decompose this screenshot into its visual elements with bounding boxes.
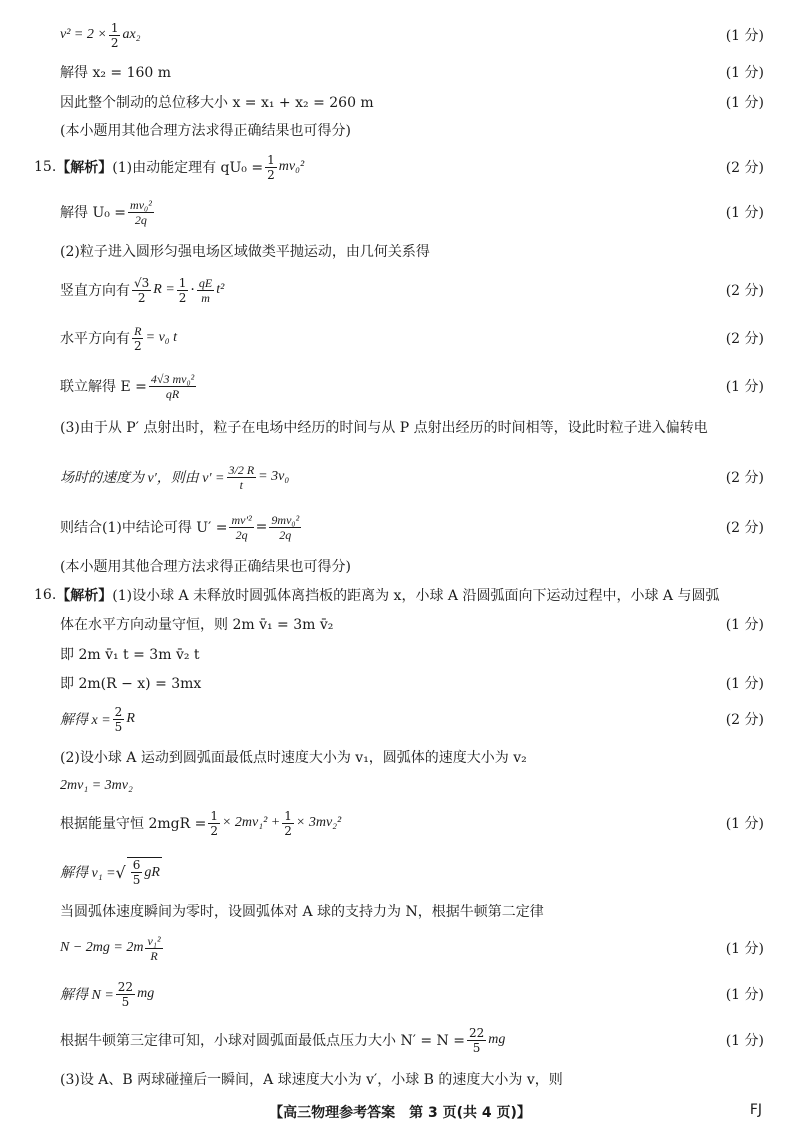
equation-line xyxy=(60,62,764,82)
score-label: (1 分) xyxy=(725,617,764,633)
footer-title: 【高三物理参考答案 第 3 页(共 4 页)】 xyxy=(269,1105,531,1121)
fraction: $\frac{1}{2}$ xyxy=(210,808,218,838)
equation-line: 根据能量守恒 2mgR = $\frac{1}{2}$ × 2mv₁² + $\frac{1}{2}$ × 3mv₂² (1 分) xyxy=(60,808,764,838)
fraction: $\frac{√3}{2}$ xyxy=(134,275,150,305)
equation-line xyxy=(60,22,764,48)
equation-line: 解得 N = $\frac{22}{5}$ mg (1 分) xyxy=(60,979,764,1009)
square-root: √ $\frac{6}{5}$ gR xyxy=(115,858,160,887)
score-label: (1 分) xyxy=(725,676,764,692)
page-footer xyxy=(0,1102,800,1122)
score-label: (2 分) xyxy=(725,712,764,728)
score-label: (1 分) xyxy=(725,28,764,44)
equation-line: 解得 x = $\frac{2}{5}$ R (2 分) xyxy=(60,704,764,734)
equation-text: 解得 x₂ = 160 m xyxy=(60,65,172,81)
equation-text: (1)由动能定理有 qU₀ = xyxy=(112,160,264,176)
equation-line xyxy=(60,92,764,112)
analysis-tag: 【解析】 xyxy=(56,588,113,604)
question-16-line: 16. 【解析】 (1)设小球 A 未释放时圆弧体离挡板的距离为 x，小球 A 沿圆弧面向下运动过程中，小球 A 与圆弧 xyxy=(34,587,720,604)
equation-line: 即 2m v̄₁ t = 3m v̄₂ t xyxy=(60,647,200,663)
fraction: $\frac{R}{2}$ xyxy=(134,323,142,353)
fraction: $\frac{2}{5}$ xyxy=(114,704,123,734)
fraction: $\frac{\text{9mv₀²}}{2q}$ xyxy=(271,512,300,542)
fraction: $\frac{\text{4√3 mv₀²}}{qR}$ xyxy=(150,371,195,401)
fraction: $\frac{\text{mv′²}}{2q}$ xyxy=(231,512,252,542)
score-label: (1 分) xyxy=(725,65,764,81)
fraction: $\frac{6}{5}$ xyxy=(132,858,141,887)
equation-line: 解得 v₁ = √ $\frac{6}{5}$ gR xyxy=(60,858,160,887)
equation-line: 根据牛顿第三定律可知，小球对圆弧面最低点压力大小 N′ = N = $\frac{22}{5}$ mg (1 分) xyxy=(60,1025,764,1055)
score-label: (1 分) xyxy=(725,816,764,832)
score-label: (2 分) xyxy=(725,331,764,347)
score-label: (1 分) xyxy=(725,95,764,111)
score-label: (2 分) xyxy=(725,520,764,536)
score-label: (1 分) xyxy=(725,941,764,957)
fraction: $\frac{1}{2}$ xyxy=(178,275,187,305)
equation-line: 场时的速度为 v′，则由 v′ = $\frac{3/2 R}{t}$ = 3v₀ (2 分) xyxy=(60,462,764,492)
equation-line: 竖直方向有 $\frac{√3}{2}$ R = $\frac{1}{2}$ · $\frac{qE}{m}$ t² (2 分) xyxy=(60,275,764,305)
score-label: (1 分) xyxy=(725,205,764,221)
fraction: $\frac{\text{v₁²}}{R}$ xyxy=(147,933,161,963)
question-15-line: 15. 【解析】 (1)由动能定理有 qU₀ = $\frac{1}{2}$ mv₀² (2 分) xyxy=(34,152,764,182)
equation-text: ax₂ xyxy=(122,27,141,42)
equation-line: 当圆弧体速度瞬间为零时，设圆弧体对 A 球的支持力为 N，根据牛顿第二定律 xyxy=(60,904,544,920)
equation-line: (2)粒子进入圆形匀强电场区域做类平抛运动，由几何关系得 xyxy=(60,244,430,260)
equation-line: (3)设 A、B 两球碰撞后一瞬间，A 球速度大小为 v′，小球 B 的速度大小为 v，则 xyxy=(60,1072,563,1088)
equation-line: 则结合(1)中结论可得 U′ = $\frac{\text{mv′²}}{2q}$ = $\frac{\text{9mv₀²}}{2q}$ (2 分) xyxy=(60,512,764,542)
fraction: $\frac{22}{5}$ xyxy=(468,1025,485,1055)
equation-line: 联立解得 E = $\frac{\text{4√3 mv₀²}}{qR}$ (1 分) xyxy=(60,371,764,401)
score-label: (1 分) xyxy=(725,379,764,395)
footer-code: FJ xyxy=(749,1102,762,1118)
fraction: $\frac{qE}{m}$ xyxy=(198,275,213,305)
fraction: $\frac{1}{2}$ xyxy=(267,152,275,182)
question-number: 16. xyxy=(34,587,57,603)
equation-text: v² = 2 × xyxy=(60,27,107,42)
equation-line: (3)由于从 P′ 点射出时，粒子在电场中经历的时间与从 P 点射出经历的时间相等，设此时粒子进入偏转电 xyxy=(60,420,708,436)
grading-note: (本小题用其他合理方法求得正确结果也可得分) xyxy=(60,123,351,139)
equation-text: 因此整个制动的总位移大小 x = x₁ + x₂ = 260 m xyxy=(60,95,374,111)
equation-line: 即 2m(R − x) = 3mx (1 分) xyxy=(60,672,764,694)
equation-line: 水平方向有 $\frac{R}{2}$ = v₀ t (2 分) xyxy=(60,323,764,353)
score-label: (2 分) xyxy=(725,283,764,299)
analysis-tag: 【解析】 xyxy=(56,160,113,176)
equation-line: 解得 U₀ = $\frac{\text{mv₀²}}{2q}$ (1 分) xyxy=(60,197,764,227)
fraction: $\frac{3/2 R}{t}$ xyxy=(228,462,255,492)
fraction: $\frac{\text{mv₀²}}{2q}$ xyxy=(130,197,152,227)
score-label: (1 分) xyxy=(725,1033,764,1049)
equation-line: 体在水平方向动量守恒，则 2m v̄₁ = 3m v̄₂ (1 分) xyxy=(60,612,764,636)
fraction: $\frac{22}{5}$ xyxy=(117,979,134,1009)
score-label: (2 分) xyxy=(725,160,764,176)
fraction: $\frac{1}{2}$ xyxy=(284,808,292,838)
score-label: (2 分) xyxy=(725,470,764,486)
grading-note: (本小题用其他合理方法求得正确结果也可得分) xyxy=(60,559,351,575)
question-number: 15. xyxy=(34,159,57,175)
score-label: (1 分) xyxy=(725,987,764,1003)
fraction: $\frac{1}{2}$ xyxy=(110,20,119,50)
equation-line: N − 2mg = 2m $\frac{\text{v₁²}}{R}$ (1 分) xyxy=(60,933,764,963)
equation-line: 2mv₁ = 3mv₂ xyxy=(60,778,133,793)
equation-line: (2)设小球 A 运动到圆弧面最低点时速度大小为 v₁，圆弧体的速度大小为 v₂ xyxy=(60,750,527,766)
